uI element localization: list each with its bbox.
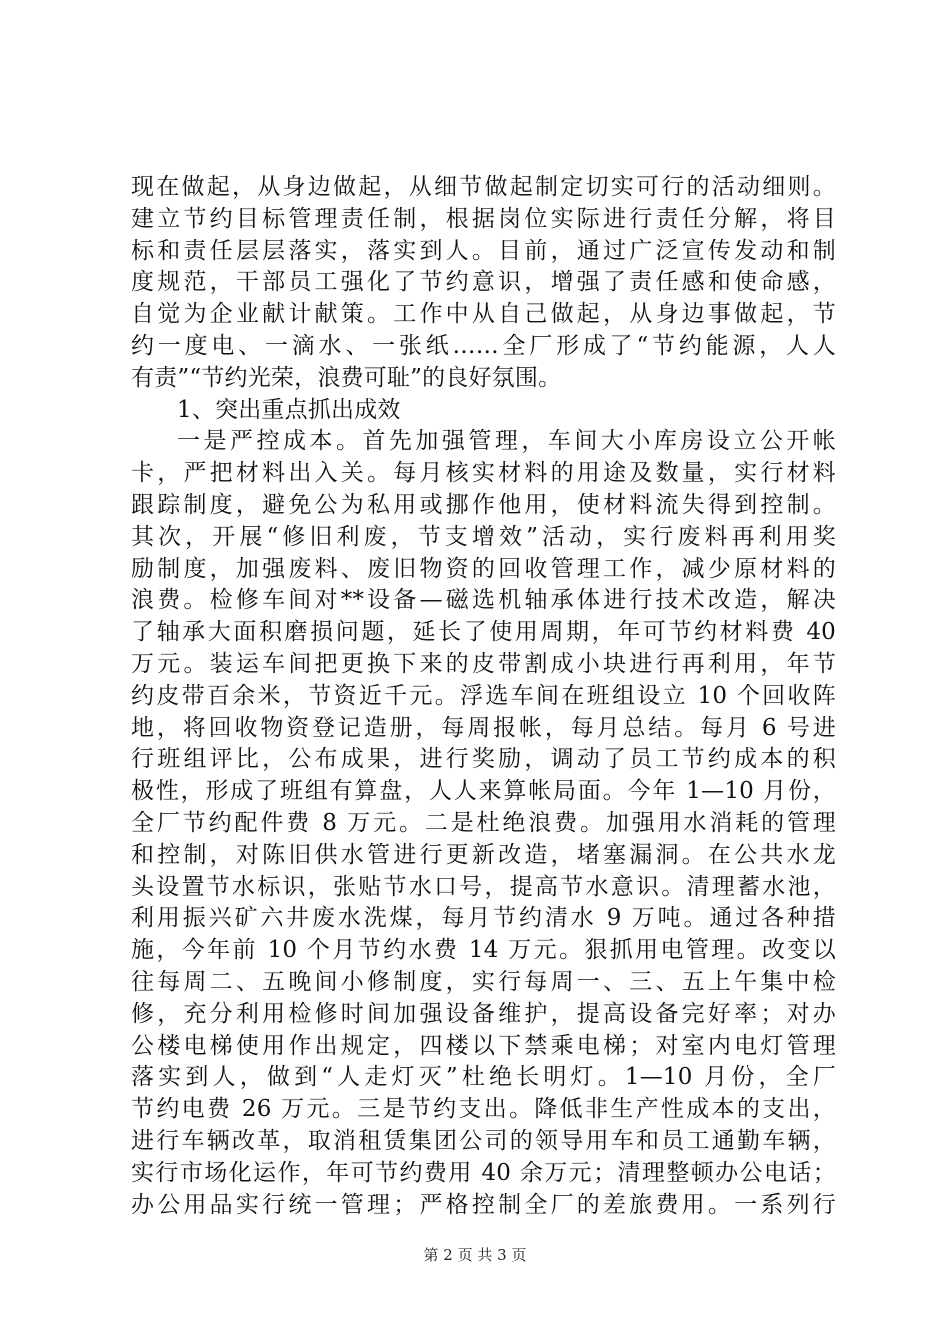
text-line: 其次，开展“修旧利废，节支增效”活动，实行废料再利用奖 bbox=[131, 523, 836, 550]
text-line: 进行车辆改革，取消租赁集团公司的领导用车和员工通勤车辆， bbox=[131, 1127, 836, 1154]
text-line: 行班组评比，公布成果，进行奖励，调动了员工节约成本的积 bbox=[131, 746, 836, 773]
text-line: 公楼电梯使用作出规定，四楼以下禁乘电梯；对室内电灯管理 bbox=[131, 1032, 836, 1059]
text-line: 跟踪制度，避免公为私用或挪作他用，使材料流失得到控制。 bbox=[131, 491, 836, 518]
text-line: 一是严控成本。首先加强管理，车间大小库房设立公开帐 bbox=[177, 428, 836, 455]
text-line: 利用振兴矿六井废水洗煤，每月节约清水 9 万吨。通过各种措 bbox=[131, 905, 836, 932]
text-line: 标和责任层层落实，落实到人。目前，通过广泛宣传发动和制 bbox=[131, 237, 836, 264]
text-line: 建立节约目标管理责任制，根据岗位实际进行责任分解，将目 bbox=[131, 205, 836, 232]
text-line: 约皮带百余米，节资近千元。浮选车间在班组设立 10 个回收阵 bbox=[131, 682, 836, 709]
section-heading: 1、突出重点抓出成效 bbox=[177, 396, 401, 423]
document-body bbox=[131, 172, 836, 1221]
text-line: 往每周二、五晚间小修制度，实行每周一、三、五上午集中检 bbox=[131, 968, 836, 995]
text-line: 和控制，对陈旧供水管进行更新改造，堵塞漏洞。在公共水龙 bbox=[131, 841, 836, 868]
text-line: 地，将回收物资登记造册，每周报帐，每月总结。每月 6 号进 bbox=[131, 714, 836, 741]
text-line: 全厂节约配件费 8 万元。二是杜绝浪费。加强用水消耗的管理 bbox=[131, 809, 836, 836]
text-line: 节约电费 26 万元。三是节约支出。降低非生产性成本的支出， bbox=[131, 1096, 836, 1123]
text-line: 度规范，干部员工强化了节约意识，增强了责任感和使命感， bbox=[131, 269, 836, 296]
text-line: 现在做起，从身边做起，从细节做起制定切实可行的活动细则。 bbox=[131, 174, 836, 200]
text-line: 极性，形成了班组有算盘，人人来算帐局面。今年 1—10 月份， bbox=[131, 778, 836, 805]
text-line: 头设置节水标识，张贴节水口号，提高节水意识。清理蓄水池， bbox=[131, 873, 836, 900]
text-line: 卡，严把材料出入关。每月核实材料的用途及数量，实行材料 bbox=[131, 460, 836, 487]
text-line: 落实到人，做到“人走灯灭”杜绝长明灯。1—10 月份，全厂 bbox=[131, 1064, 836, 1091]
text-line: 万元。装运车间把更换下来的皮带割成小块进行再利用，年节 bbox=[131, 650, 836, 677]
text-line: 修，充分利用检修时间加强设备维护，提高设备完好率；对办 bbox=[131, 1000, 836, 1027]
text-line: 实行市场化运作，年可节约费用 40 余万元；清理整顿办公电话； bbox=[131, 1159, 836, 1186]
text-line: 办公用品实行统一管理；严格控制全厂的差旅费用。一系列行 bbox=[131, 1191, 836, 1218]
text-line: 浪费。检修车间对**设备—磁选机轴承体进行技术改造，解决 bbox=[131, 587, 836, 614]
text-line: 有责”“节约光荣，浪费可耻”的良好氛围。 bbox=[131, 364, 562, 391]
text-line: 励制度，加强废料、废旧物资的回收管理工作，减少原材料的 bbox=[131, 555, 836, 582]
text-line: 自觉为企业献计献策。工作中从自己做起，从身边事做起，节 bbox=[131, 301, 836, 328]
text-line: 了轴承大面积磨损问题，延长了使用周期，年可节约材料费 40 bbox=[131, 619, 836, 646]
page-number-footer: 第 2 页 共 3 页 bbox=[423, 1246, 527, 1264]
text-line: 施，今年前 10 个月节约水费 14 万元。狠抓用电管理。改变以 bbox=[131, 937, 836, 964]
text-line: 约一度电、一滴水、一张纸……全厂形成了“节约能源，人人 bbox=[131, 332, 836, 359]
